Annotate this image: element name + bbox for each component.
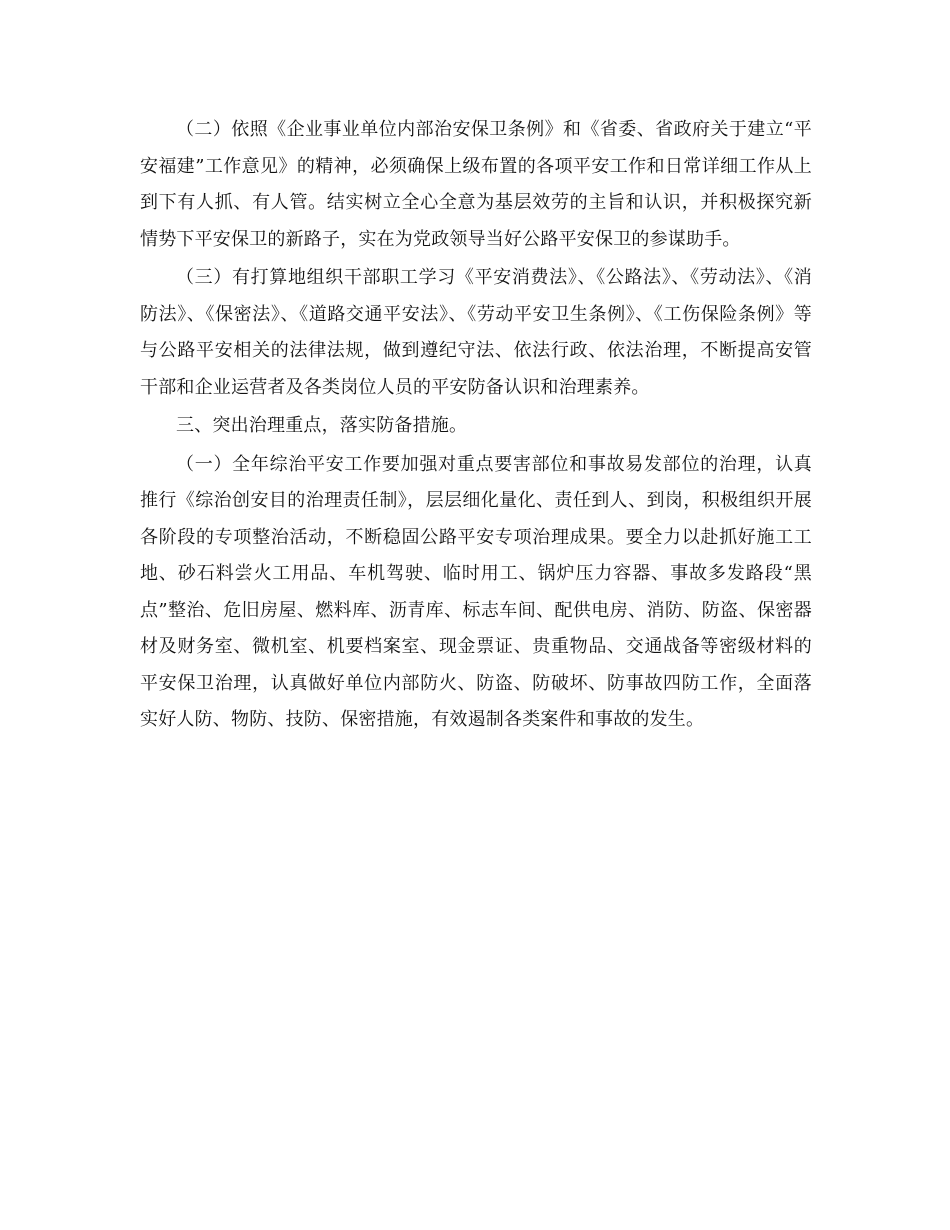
paragraph-law-study: （三）有打算地组织干部职工学习《平安消费法》、《公路法》、《劳动法》、《消防法》、《保密法》、《道路交通平安法》、《劳动平安卫生条例》、《工伤保险条例》等与公路平安相关的法律法规，做到遵纪守法、依法行政、依法治理，不断提高安管干部和企业运营者及各类岗位人员的平安防备认识和治理素养。	[140, 267, 812, 398]
paragraph-key-areas: （一）全年综治平安工作要加强对重点要害部位和事故易发部位的治理，认真推行《综治创安目的治理责任制》，层层细化量化、责任到人、到岗，积极组织开展各阶段的专项整治活动，不断稳固公路平安专项治理成果。要全力以赴抓好施工工地、砂石料尝火工用品、车机驾驶、临时用工、锅炉压力容器、事故多发路段“黑点”整治、危旧房屋、燃料库、沥青库、标志车间、配供电房、消防、防盗、保密器材及财务室、微机室、机要档案室、现金票证、贵重物品、交通战备等密级材料的平安保卫治理，认真做好单位内部防火、防盗、防破坏、防事故四防工作，全面落实好人防、物防、技防、保密措施，有效遏制各类案件和事故的发生。	[140, 453, 812, 730]
section-heading-management-focus: 三、突出治理重点，落实防备措施。	[176, 415, 468, 436]
paragraph-security-regulations: （二）依照《企业事业单位内部治安保卫条例》和《省委、省政府关于建立“平安福建”工作意见》的精神，必须确保上级布置的各项平安工作和日常详细工作从上到下有人抓、有人管。结实树立全心全意为基层效劳的主旨和认识，并积极探究新情势下平安保卫的新路子，实在为党政领导当好公路平安保卫的参谋助手。	[140, 119, 812, 250]
document-body	[140, 112, 812, 741]
